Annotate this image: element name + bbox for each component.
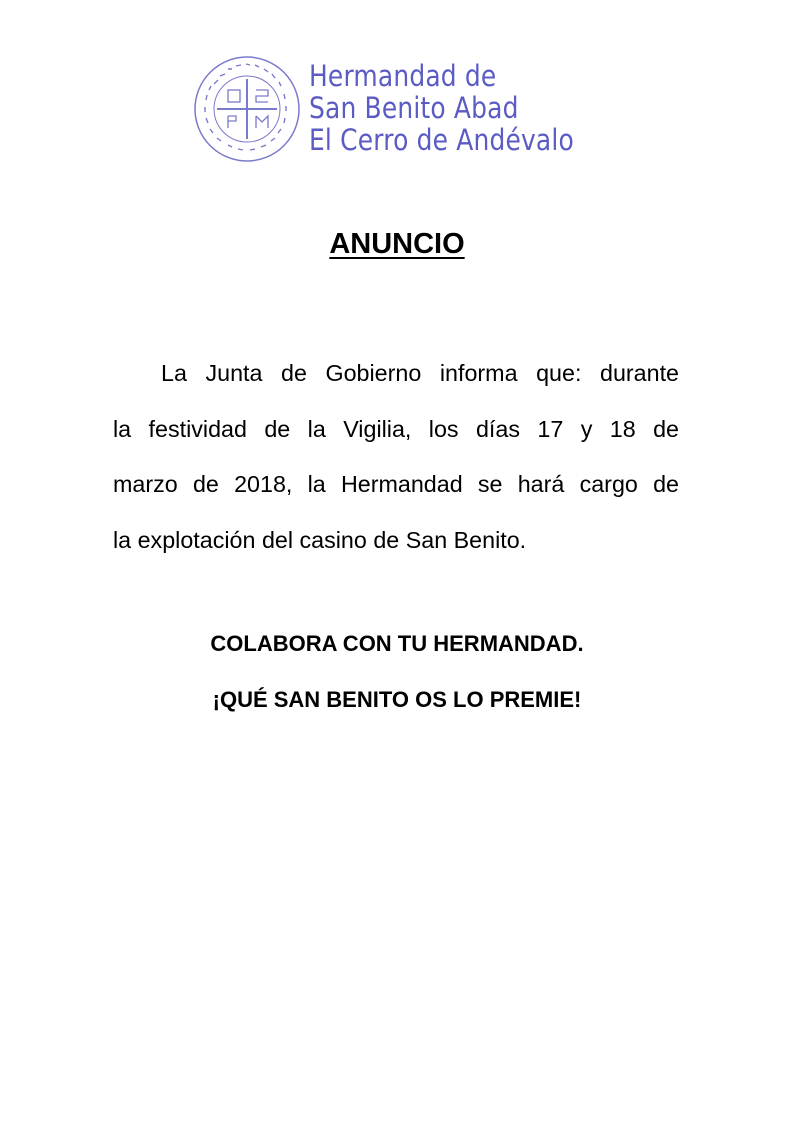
announcement-body [113, 346, 679, 568]
body-line-2: la festividad de la Vigilia, los días 17 y 18 de [113, 415, 679, 442]
body-line-1: La Junta de Gobierno informa que: durante [161, 360, 679, 386]
brand-line-1: Hermandad de [309, 59, 497, 93]
closing-line-2: ¡QUÉ SAN BENITO OS LO PREMIE! [212, 687, 582, 712]
brand-line-2: San Benito Abad [309, 91, 519, 125]
body-line-4: la explotación del casino de San Benito. [113, 526, 527, 553]
brand-line-3: El Cerro de Andévalo [309, 123, 574, 157]
letterhead [192, 50, 612, 170]
seal-logo-icon [192, 54, 302, 164]
page-title: ANUNCIO [329, 228, 465, 260]
closing-line-1: COLABORA CON TU HERMANDAD. [210, 631, 584, 656]
body-line-3: marzo de 2018, la Hermandad se hará cargo de [113, 471, 679, 497]
brand-name [309, 60, 574, 156]
